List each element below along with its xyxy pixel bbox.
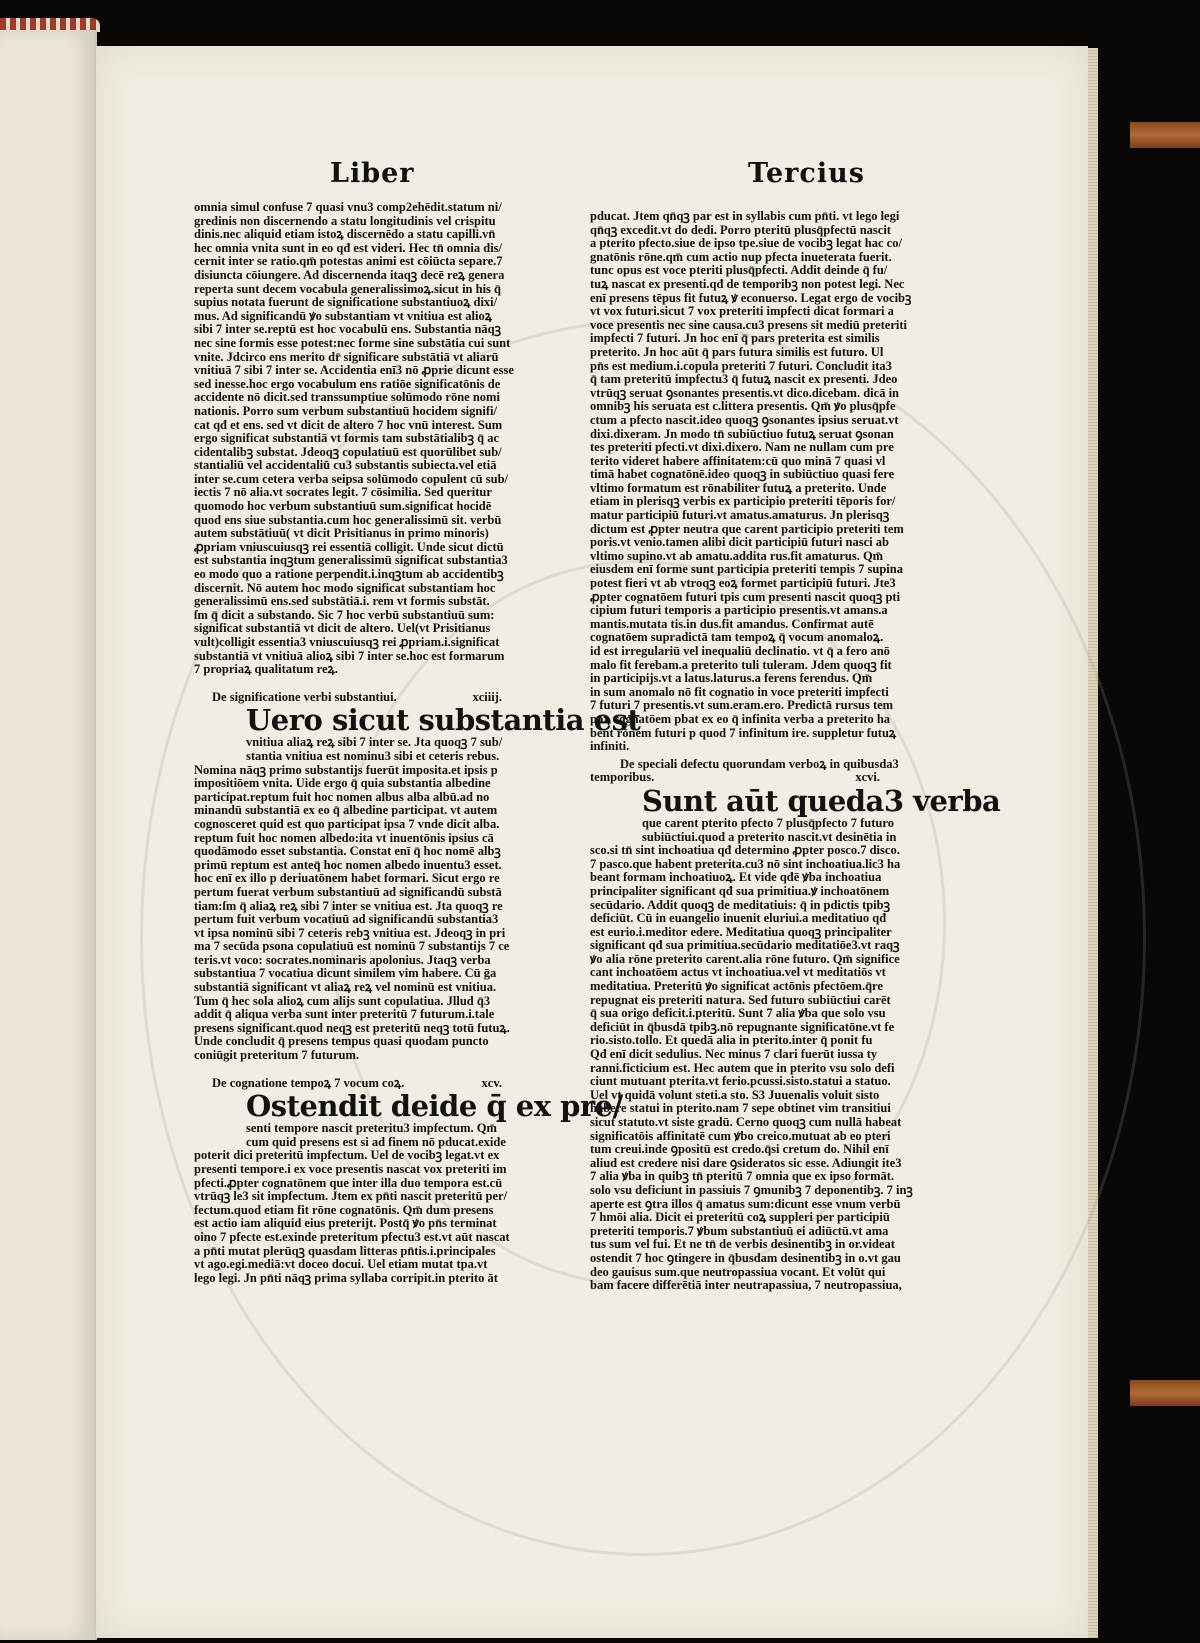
text-line: gnatōnis rōne.qm̄ cum actio nup pfecta inueterata fuerit. bbox=[590, 250, 892, 264]
chapter-title: De cognatione tempoꝝ 7 vocum coꝝ. bbox=[212, 1075, 405, 1090]
chapter-heading-xciiij bbox=[194, 691, 524, 705]
text-line: presenti tempore.i ex voce presentis nascat vox preteriti im bbox=[194, 1163, 507, 1176]
left-para3-indented bbox=[194, 1122, 524, 1149]
text-line: secūdario. Addit quoqꝫ de meditatiuis: q̄ in pdictis tpibꝫ bbox=[590, 898, 890, 912]
text-line: significant qđ sua primitiua.secūdario meditatiōe3.vt raqꝫ bbox=[590, 939, 900, 953]
text-line: significat substantiā vt dicit de altero. Uel(vt Prisitianus bbox=[194, 622, 491, 636]
text-line: deo gauisus sum.que neutropassiua vocant. Et volūt qui bbox=[590, 1265, 886, 1279]
text-line: tes preteriti pfecti.vt dixi.dixero. Nam ne nullam cum pre bbox=[590, 441, 894, 455]
text-line: substantiua 7 vocatiua dicunt similem vim habere. Cū ḡa bbox=[194, 967, 497, 981]
text-line: deficiūt in q̄busdā tpibꝫ.nō repugnante significatōne.vt fe bbox=[590, 1020, 895, 1034]
text-line: fectum.quod etiam fit rōne cognatōnis. Qm̄ dum presens bbox=[194, 1203, 494, 1217]
text-line: aperte est ꝯtra illos q̄ amatus sum:dicunt esse vnum verbū bbox=[590, 1197, 901, 1211]
text-line: tiam:ſm q̄ aliaꝝ reꝝ sibi 7 inter se vnitiua est. Jta quoqꝫ re bbox=[194, 899, 503, 913]
chapter-heading-xcv bbox=[194, 1077, 524, 1091]
text-line: teris.vt voco: socrates.nominaris apolonius. Jtaqꝫ verba bbox=[194, 953, 491, 967]
text-line: vtrūqꝫ seruat ꝯsonantes presentis.vt dico.dicebam. dicā in bbox=[590, 386, 899, 400]
text-line: pertum fuerat verbum substantiuū ad significandū substā bbox=[194, 885, 502, 899]
text-line: ꝓpter cognatōem futuri tpis cum presenti nascit quoqꝫ pti bbox=[590, 590, 901, 604]
text-line: pertum fuit verbum vocatiuū ad significandū substantia3 bbox=[194, 913, 499, 927]
text-line: inter se.cum cetera verba seipsa solūmodo copulent cū sub/ bbox=[194, 472, 508, 486]
text-line: voce presentis nec sine causa.cu3 presens sit mediū preteriti bbox=[590, 318, 907, 332]
text-line: Qđ enī dicit sedulius. Nec minus 7 clari fuerūt iussa ty bbox=[590, 1048, 878, 1062]
text-line: in sum anomalo nō fit cognatio in voce preteriti impfecti bbox=[590, 685, 889, 699]
text-line: vnite. Jdcirco ens merito dr̄ significare substātiā vt aliarū bbox=[194, 350, 499, 364]
text-line: reperta sunt decem vocabula generalissimoꝝ.sicut in his q̄ bbox=[194, 282, 501, 296]
text-line: Unde concludit q̄ presens tempus quasi quodam puncto bbox=[194, 1035, 489, 1049]
text-line: sco.si tn̄ sint inchoatiua qđ determino ꝓpter posco.7 disco. bbox=[590, 844, 900, 858]
text-line: deficiūt. Cū in euangelio inuenit eluriui.a meditatiuo qđ bbox=[590, 912, 887, 926]
left-para1 bbox=[194, 201, 524, 677]
text-line: bam facere differētiā inter neutrapassiua, 7 neutropassiua, bbox=[590, 1279, 902, 1293]
text-line: vnitiua aliaꝝ reꝝ sibi 7 inter se. Jta quoqꝫ 7 sub/ bbox=[246, 736, 503, 750]
text-line: rio.sisto.tollo. Et quedā alia in pterito.inter q̄ ponit fu bbox=[590, 1034, 873, 1048]
right-para2-indented bbox=[590, 817, 920, 844]
chapter-title: De significatione verbi substantiui. bbox=[212, 689, 397, 704]
text-line: disiuncta cōiungere. Ad discernenda itaqꝫ decē reꝝ genera bbox=[194, 268, 505, 282]
chapter-title: De speciali defectu quorundam verboꝝ in quibusda3 bbox=[620, 757, 899, 771]
right-text-column bbox=[590, 210, 1001, 1293]
facing-page-edge bbox=[0, 30, 97, 1640]
text-line: tum creui.inde ꝯpositū est credo.q̄si cretum do. Nihil enī bbox=[590, 1143, 889, 1157]
text-line: vltimo supino.vt ab amatu.addita rus.fit amaturus. Qm̄ bbox=[590, 549, 884, 563]
text-line: poterit dici preteritū impfectum. Uel de vocibꝫ legat.vt ex bbox=[194, 1149, 500, 1163]
text-line: significatōis affinitatē cum ꝟbo creico.mutuat ab eo pteri bbox=[590, 1129, 891, 1143]
chapter-heading-xcvi-line2 bbox=[590, 771, 920, 785]
text-line: 7 futuri 7 presentis.vt sum.eram.ero. Predictā rursus tem bbox=[590, 699, 894, 713]
text-line: repugnat eis preteriti natura. Sed futuro subiūctiui carēt bbox=[590, 993, 891, 1007]
text-line: ctum a pfecto nascit.ideo quoqꝫ ꝯsonantes ipsius seruat.vt bbox=[590, 413, 899, 427]
text-line: addit q̄ aliqua verba sunt inter preteritū 7 futurum.i.tale bbox=[194, 1008, 495, 1022]
text-line: mus. Ad significandū ꝟo substantiam vt vnitiua est alioꝝ bbox=[194, 309, 492, 323]
text-line: cernit inter se ratio.qm̄ potestas animi est cōiūcta separe.7 bbox=[194, 255, 503, 269]
text-line: substantiā vt vnitiuā alioꝝ sibi 7 inter se.hoc est formarum bbox=[194, 649, 505, 663]
text-line: ꝟo alia rōne preterito carent.alia rōne futuro. Qm̄ significe bbox=[590, 952, 900, 966]
running-head-right: Tercius bbox=[748, 158, 865, 189]
left-para2-indented bbox=[194, 736, 524, 763]
text-line: tus sum vel fui. Et ne tn̄ de verbis desinentibꝫ in or.videat bbox=[590, 1238, 895, 1252]
text-line: vt vox futuri.sicut 7 vox preteriti impfecti dicat formari a bbox=[590, 305, 894, 319]
text-line: subiūctiui.quod a preterito nascit.vt desinētia in bbox=[642, 830, 897, 844]
text-line: poris.vt venio.tamen alibi dicit participiū futuri nasci ab bbox=[590, 536, 889, 550]
text-line: id est irregulariū vel inequaliū declinatio. vt q̄ a fero anō bbox=[590, 645, 890, 658]
text-line: iectis 7 nō alia.vt socrates legit. 7 cōsimilia. Sed queritur bbox=[194, 486, 492, 500]
text-line: discernit. Nō autem hoc modo significat substantiam hoc bbox=[194, 581, 496, 595]
text-line: vltimo formatum est rōnabiliter futuꝝ a preterito. Unde bbox=[590, 481, 887, 495]
text-line: mantis.mutata tis.in dus.fit amandus. Confirmat autē bbox=[590, 617, 874, 631]
text-line: pn̄s est medium.i.copula preteriti 7 futuri. Concludit ita3 bbox=[590, 359, 892, 373]
text-line: sed inesse.hoc ergo vocabulum ens ratiōe significatōnis de bbox=[194, 377, 501, 391]
large-initial-line: Ostendit deide q̄ ex pre/ bbox=[246, 1089, 623, 1124]
text-line: cognatōem supradictā tam tempoꝝ q̄ vocum anomaloꝝ. bbox=[590, 631, 884, 645]
text-line: hec omnia vnita sunt in eo qđ est videri. Hec tn̄ omnia dis/ bbox=[194, 241, 503, 255]
text-line: ſm q̄ dicit a substando. Sic 7 hoc verbū substantiuū sum: bbox=[194, 608, 495, 622]
text-line: matur participiū futuri.vt amatus.amaturus. Jn plerisqꝫ bbox=[590, 509, 890, 523]
text-line: omnibꝫ his seruata est c.littera presentis. Qm̄ ꝟo plusq̄pfe bbox=[590, 400, 896, 414]
text-line: est eurio.i.meditor edere. Meditatiua quoqꝫ principaliter bbox=[590, 925, 892, 939]
text-line: Tum q̄ hec sola alioꝝ cum alijs sunt copulatiua. Jllud q̄3 bbox=[194, 994, 491, 1008]
text-line: 7 hmōi alia. Dicit ei preteritū coꝝ suppleri per participiū bbox=[590, 1211, 890, 1225]
text-line: supius notata fuerunt de significatione substantiuoꝝ dixi/ bbox=[194, 296, 498, 310]
text-line: ma 7 secūda psona copulatiuū est nominū 7 substantijs 7 ce bbox=[194, 940, 510, 954]
text-line: quomodo hoc verbum substantiuū sum.significat hocidē bbox=[194, 500, 492, 514]
large-initial-line: Sunt aūt queda3 verba bbox=[642, 783, 1001, 818]
text-line: ranni.ficticium est. Hec autem que in pterito vsu solo defi bbox=[590, 1061, 895, 1075]
text-line: vt ipsa nominū sibi 7 ceteris rebꝫ vnitiua est. Jdeoqꝫ in pri bbox=[194, 926, 506, 940]
text-line: a pn̄ti mutat plerūqꝫ quasdam litteras pn̄tis.i.principales bbox=[194, 1244, 496, 1258]
text-line: nec sine formis esse potest:nec forme sine substātia cui sunt bbox=[194, 336, 511, 350]
text-line: stantialiū vel accidentaliū cu3 substantis subiecta.vel etiā bbox=[194, 459, 497, 473]
left-para2 bbox=[194, 764, 524, 1063]
text-line: q̄ sua origo deficit.i.pteritū. Sunt 7 alia ꝟba que solo vsu bbox=[590, 1007, 886, 1021]
text-line: preterito. Jn hoc aūt q̄ pars futura similis est futuro. Ul bbox=[590, 345, 884, 359]
text-line: pducat. Jtem qn̄qꝫ par est in syllabis cum pn̄ti. vt lego legi bbox=[590, 210, 900, 223]
right-para2 bbox=[590, 844, 920, 1293]
text-line: substantiā significant vt aliaꝝ reꝝ vel nominū est vnitiua. bbox=[194, 981, 497, 995]
text-line: dictum est ꝓpter neutra que carent participio preteriti tem bbox=[590, 522, 904, 536]
text-line: ꝓpriam vniuscuiusqꝫ rei essentiā colligit. Unde sicut dictū bbox=[194, 540, 504, 554]
text-line: beant formam inchoatiuoꝝ. Et vide qđē ꝟba inchoatiua bbox=[590, 871, 882, 885]
text-line: vtrūqꝫ le3 sit impfectum. Jtem ex pn̄ti nascit preteritū per/ bbox=[194, 1190, 508, 1204]
text-line: omnia simul confuse 7 quasi vnu3 comp2ehēdit.statum ni/ bbox=[194, 201, 502, 214]
text-line: a pterito pfecto.siue de ipso tpe.siue de vocibꝫ legat hac co/ bbox=[590, 237, 902, 251]
text-line: stantia vnitiua est nominu3 sibi et ceteris rebus. bbox=[246, 749, 500, 763]
text-line: primū reptum est anteq̄ hoc nomen albedo inuentu3 esset. bbox=[194, 858, 502, 872]
text-line: presens significant.quod neqꝫ est preteritū neqꝫ totū futuꝝ. bbox=[194, 1021, 510, 1035]
text-line: Nomina nāqꝫ primo substantijs fuerūt imposita.et ipsis p bbox=[194, 763, 498, 777]
text-line: meditatiua. Preteritū ꝟo significat actōnis pfectōem.q̄re bbox=[590, 980, 883, 994]
text-line: eiusdem enī forme sunt participia preteriti tempis 7 supina bbox=[590, 563, 903, 577]
text-line: accidente nō dicit.sed transsumptiue solūmodo rōne nomi bbox=[194, 391, 500, 405]
text-line: sibi 7 inter se.reptū est hoc vocabulū ens. Substantia nāqꝫ bbox=[194, 323, 502, 337]
leather-strap-top bbox=[1130, 122, 1200, 148]
text-line: principaliter significant qđ sua primitiua.ꝟ inchoatōnem bbox=[590, 884, 890, 898]
text-line: 7 alia ꝟba in quibꝫ tn̄ pteritū 7 omnia que ex ipso formāt. bbox=[590, 1170, 895, 1184]
chapter-heading-xcvi bbox=[590, 758, 920, 772]
text-line: pfecti.ꝓpter cognatōnem que inter illa duo tempora est.cū bbox=[194, 1176, 503, 1190]
text-line: gredinis non discernendo a statu longitudinis vel crispitu bbox=[194, 214, 496, 228]
text-line: minandū substantiā ex eo q̄ albedine participat. vt autem bbox=[194, 804, 498, 818]
text-line: autem substātiuū( vt dicit Prisitianus in primo minoris) bbox=[194, 527, 489, 541]
text-line: generalissimū ens.sed substātiā.i. rem vt formis substāt. bbox=[194, 595, 490, 609]
text-line: cat qđ et ens. sed vt dicit de altero 7 hoc vnū interest. Sum bbox=[194, 418, 503, 432]
text-line: habere statui in pterito.nam 7 sepe obtinet vim transitiui bbox=[590, 1102, 891, 1116]
text-line: bent rōnem futuri p quod 7 infinitum ire. suppletur futuꝝ bbox=[590, 726, 897, 740]
text-line: in participijs.vt a latus.laturus.a ferens ferendus. Qm̄ bbox=[590, 672, 873, 686]
chapter-number: xciiij. bbox=[472, 689, 502, 704]
chapter-title-cont: temporibus. bbox=[590, 770, 655, 785]
text-line: potest fieri vt ab vtroqꝫ eoꝝ formet participiū futuri. Jte3 bbox=[590, 577, 896, 591]
text-line: malo fit ferebam.a preterito tuli tuleram. Jdem quoqꝫ fit bbox=[590, 658, 892, 672]
text-line: vult)colligit essentia3 vniuscuiusqꝫ rei ꝓpriam.i.significat bbox=[194, 636, 500, 649]
text-line: etiam in plerisqꝫ verbis ex participio preteriti tēporis for/ bbox=[590, 495, 896, 509]
text-line: 7 propriaꝝ qualitatum reꝝ. bbox=[194, 663, 338, 677]
text-line: est actio iam aliquid eius preterijt. Postq̄ ꝟo pn̄s terminat bbox=[194, 1217, 497, 1231]
chapter-number: xcvi. bbox=[855, 770, 880, 785]
text-line: hoc enī ex illo p deriuatōnem habet formari. Sicut ergo re bbox=[194, 872, 500, 886]
text-line: aliud est credere nisi dare ꝯsideratos sic esse. Adiungit ite3 bbox=[590, 1156, 902, 1170]
text-line: dixi.dixeram. Jn modo tn̄ subiūctiuo futuꝝ seruat ꝯsonan bbox=[590, 427, 894, 441]
text-line: senti tempore nascit preteritu3 impfectum. Qm̄ bbox=[246, 1122, 497, 1136]
text-line: cant inchoatōem actus vt inchoatiua.vel vt meditatiōs vt bbox=[590, 966, 886, 980]
large-initial-line: Uero sicut substantia est bbox=[246, 703, 641, 738]
text-line: sicut statuto.vt siste gradū. Cerno quoqꝫ cum nullā habeat bbox=[590, 1116, 902, 1129]
text-line: cognosceret quid est quo participat ipsa 7 vnde dicit alba. bbox=[194, 817, 500, 831]
text-line: reptum fuit hoc nomen albedo:ita vt inuentōnis ipsius cā bbox=[194, 831, 494, 845]
text-line: nationis. Porro sum verbum substantiuū hocidem signifi/ bbox=[194, 404, 497, 418]
text-line: cidentalibꝫ substat. Jdeoqꝫ copulatiuū est quorūlibet sub/ bbox=[194, 445, 502, 459]
text-line: vt ago.egi.mediā:vt doceo docui. Uel etiam mutat tpa.vt bbox=[194, 1258, 488, 1272]
text-line: poꝝ cognatōem pbat ex eo q̄ infinita verba a preterito ha bbox=[590, 712, 891, 726]
text-line: 7 pasco.que habent preterita.cu3 nō sint inchoatiua.lic3 ha bbox=[590, 857, 901, 871]
text-line: coniūgit preteritum 7 futurum. bbox=[194, 1049, 360, 1063]
running-head-left: Liber bbox=[330, 158, 415, 189]
text-line: cipium futuri temporis a participio presentis.vt amans.a bbox=[590, 604, 888, 618]
text-line: tunc opus est voce pteriti plusq̄pfecti. Addit deinde q̄ fu/ bbox=[590, 264, 888, 278]
text-line: q̄ tam preteritū impfectu3 q̄ futuꝝ nascit ex presenti. Jdeo bbox=[590, 373, 898, 387]
leather-strap-bottom bbox=[1130, 1380, 1200, 1406]
text-line: terito videret habere affinitatem:cū quo minā 7 quasi vl bbox=[590, 454, 886, 468]
text-line: Uel vt quidā volunt steti.a sto. S3 Juuenalis voluit sisto bbox=[590, 1088, 880, 1102]
text-line: infiniti. bbox=[590, 740, 630, 754]
text-line: ostendit 7 hoc ꝯtingere in q̄busdam desinentibꝫ in o.vt gau bbox=[590, 1251, 901, 1265]
text-line: impositiōem vnita. Uide ergo q̄ quia substantia albedine bbox=[194, 777, 491, 791]
text-line: vnitiuā 7 sibi 7 inter se. Accidentia enī3 nō ꝓprie dicunt esse bbox=[194, 364, 514, 378]
text-line: lego legi. Jn pn̄ti nāqꝫ prima syllaba corripit.in pterito āt bbox=[194, 1271, 498, 1285]
right-para1 bbox=[590, 210, 920, 754]
left-para3 bbox=[194, 1149, 524, 1285]
text-line: enī presens tēpus fit futuꝝ ꝟ econuerso. Legat ergo de vocibꝫ bbox=[590, 291, 912, 305]
text-line: quod ens siue substantia.cum hoc generalissimū sit. verbū bbox=[194, 513, 502, 527]
text-line: preteriti temporis.7 ꝟbum substantiuū ei adiūctū.vt ama bbox=[590, 1224, 889, 1238]
text-line: solo vsu deficiunt in passiuis 7 ꝯmunibꝫ 7 deponentibꝫ. 7 inꝫ bbox=[590, 1183, 913, 1197]
page-fore-edge bbox=[1088, 48, 1098, 1638]
text-line: tuꝝ nascat ex presenti.qđ de temporibꝫ non potest legi. Nec bbox=[590, 277, 905, 291]
text-line: ergo significat substantiā vt formis tam substātialibꝫ q̄ ac bbox=[194, 432, 500, 446]
text-line: est substantia inqꝫtum generalissimū significat substantia3 bbox=[194, 554, 508, 568]
text-line: dinis.nec aliquid etiam istoꝝ discernēdo a statu capilli.vn̄ bbox=[194, 228, 496, 242]
text-line: impfecti 7 futuri. Jn hoc enī q̄ pars preterita est similis bbox=[590, 332, 880, 346]
text-line: oino 7 pfecte est.exinde preteritum pfectu3 est.vt aūt nascat bbox=[194, 1230, 510, 1244]
text-line: timā habet cognatōnē.ideo quoqꝫ in subiūctiuo quasi fere bbox=[590, 468, 895, 482]
text-line: quodāmodo esset substantia. Constat enī q̄ hoc nomē albꝫ bbox=[194, 845, 501, 859]
text-line: ciunt mutuant pterita.vt ferio.pcussi.sisto.statui a statuo. bbox=[590, 1075, 891, 1089]
text-line: cum quid presens est si ad finem nō pducat.exide bbox=[246, 1135, 506, 1149]
text-line: eo modo quo a ratione perpendit.i.inqꝫtum ab accidentibꝫ bbox=[194, 568, 504, 582]
text-line: participat.reptum fuit hoc nomen albus alba albū.ad no bbox=[194, 790, 490, 804]
text-line: qn̄qꝫ excedit.vt do dedi. Porro pteritū plusq̄pfectū nascit bbox=[590, 223, 891, 237]
text-line: que carent pterito pfecto 7 plusq̄pfecto 7 futuro bbox=[642, 816, 894, 830]
chapter-number: xcv. bbox=[481, 1075, 502, 1090]
